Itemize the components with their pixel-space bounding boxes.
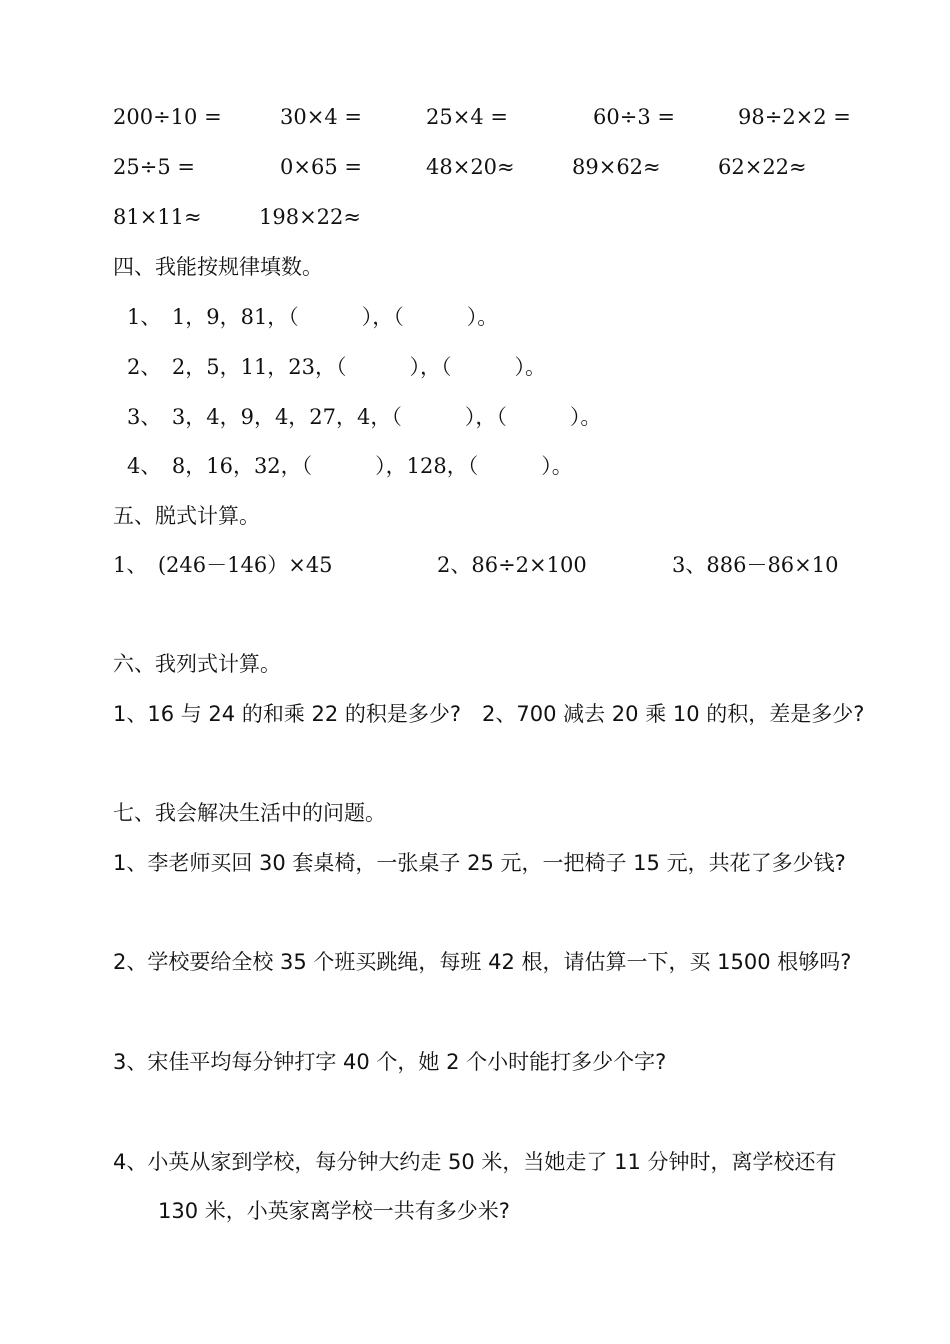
oral-problem: 30×4 = — [280, 105, 362, 129]
pattern-question: 1、 1，9，81，（ ），（ ）。 — [127, 305, 499, 329]
oral-problem: 0×65 = — [280, 155, 362, 179]
calc-problem: 3、886－86×10 — [672, 553, 839, 577]
word-problem: 4、小英从家到学校，每分钟大约走 50 米，当她走了 11 分钟时，离学校还有 — [113, 1150, 837, 1174]
calc-problem: 2、86÷2×100 — [437, 553, 587, 577]
oral-problem: 89×62≈ — [572, 155, 661, 179]
oral-problem: 25×4 = — [426, 105, 508, 129]
pattern-question: 4、 8，16，32，（ ），128，（ ）。 — [127, 454, 573, 478]
word-problem: 3、宋佳平均每分钟打字 40 个，她 2 个小时能打多少个字? — [113, 1050, 667, 1074]
oral-problem: 62×22≈ — [718, 155, 807, 179]
word-problem: 1、李老师买回 30 套桌椅，一张桌子 25 元，一把椅子 15 元，共花了多少钱? — [113, 851, 846, 875]
word-problem-continuation: 130 米，小英家离学校一共有多少米? — [158, 1199, 510, 1223]
calc-problem: 1、 (246－146）×45 — [113, 553, 333, 577]
section-title: 六、我列式计算。 — [113, 652, 281, 676]
oral-problem: 60÷3 = — [593, 105, 675, 129]
word-problem: 1、16 与 24 的和乘 22 的积是多少? — [113, 702, 462, 726]
oral-problem: 81×11≈ — [113, 205, 202, 229]
pattern-question: 3、 3，4，9，4，27，4，（ ），（ ）。 — [127, 405, 602, 429]
oral-problem: 48×20≈ — [426, 155, 515, 179]
section-title: 四、我能按规律填数。 — [113, 255, 323, 279]
word-problem: 2、700 减去 20 乘 10 的积，差是多少? — [482, 702, 865, 726]
pattern-question: 2、 2，5，11，23，（ ），（ ）。 — [127, 355, 547, 379]
oral-problem: 25÷5 = — [113, 155, 195, 179]
word-problem: 2、学校要给全校 35 个班买跳绳，每班 42 根，请估算一下，买 1500 根够吗? — [113, 950, 852, 974]
section-title: 五、脱式计算。 — [113, 504, 260, 528]
section-title: 七、我会解决生活中的问题。 — [113, 801, 386, 825]
oral-problem: 98÷2×2 = — [738, 105, 851, 129]
oral-problem: 200÷10 = — [113, 105, 222, 129]
oral-problem: 198×22≈ — [259, 205, 361, 229]
